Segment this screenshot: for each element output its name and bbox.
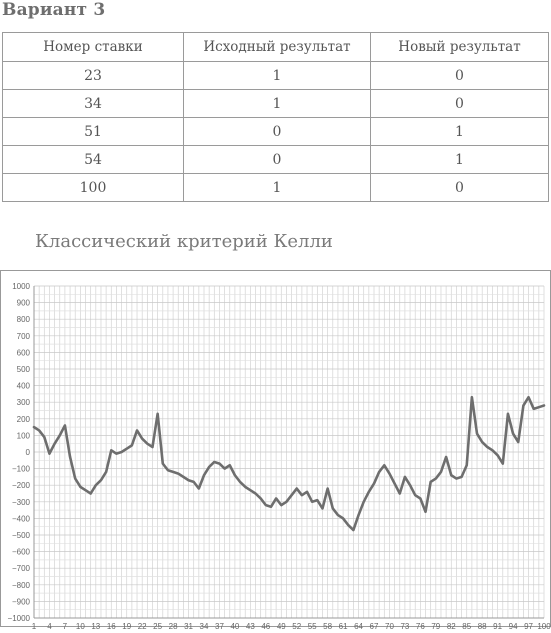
x-tick-label: 28 bbox=[168, 622, 178, 631]
y-tick-label: 0 bbox=[25, 448, 30, 457]
cell-bet-number: 51 bbox=[3, 118, 184, 146]
x-tick-label: 94 bbox=[508, 622, 518, 631]
table-row bbox=[3, 174, 549, 202]
cell-original-result: 0 bbox=[184, 146, 371, 174]
x-tick-label: 79 bbox=[431, 622, 441, 631]
x-tick-label: 100 bbox=[537, 622, 551, 631]
cell-original-result: 1 bbox=[184, 174, 371, 202]
cell-new-result: 0 bbox=[371, 62, 549, 90]
y-tick-label: −500 bbox=[11, 531, 30, 540]
cell-new-result: 0 bbox=[371, 90, 549, 118]
y-tick-label: −900 bbox=[11, 597, 30, 607]
x-tick-label: 91 bbox=[493, 622, 503, 631]
x-tick-label: 1 bbox=[31, 622, 37, 631]
cell-bet-number: 100 bbox=[3, 174, 184, 202]
x-tick-label: 31 bbox=[184, 622, 193, 631]
x-tick-label: 13 bbox=[91, 622, 101, 631]
cell-new-result: 0 bbox=[371, 174, 549, 202]
x-tick-label: 76 bbox=[415, 622, 425, 631]
x-tick-label: 22 bbox=[137, 622, 147, 631]
table-header-row bbox=[3, 33, 549, 62]
x-tick-label: 64 bbox=[354, 622, 363, 631]
x-tick-label: 34 bbox=[199, 622, 209, 631]
kelly-line-chart bbox=[0, 270, 551, 633]
cell-bet-number: 23 bbox=[3, 62, 184, 90]
cell-new-result: 1 bbox=[371, 146, 549, 174]
y-tick-label: −400 bbox=[11, 514, 30, 524]
x-tick-label: 4 bbox=[47, 622, 52, 631]
x-tick-label: 10 bbox=[75, 622, 85, 631]
y-tick-label: −800 bbox=[11, 580, 30, 590]
y-tick-label: 900 bbox=[16, 298, 30, 308]
y-tick-label: −700 bbox=[11, 564, 30, 574]
x-tick-label: 85 bbox=[462, 622, 472, 631]
x-tick-label: 37 bbox=[215, 622, 224, 631]
cell-original-result: 0 bbox=[184, 118, 371, 146]
y-tick-label: 600 bbox=[16, 348, 30, 358]
y-tick-label: −1000 bbox=[7, 614, 30, 623]
x-tick-label: 73 bbox=[400, 622, 410, 631]
x-tick-label: 46 bbox=[261, 622, 271, 631]
variant-heading: Вариант 3 bbox=[2, 0, 106, 20]
x-tick-label: 52 bbox=[292, 622, 302, 631]
chart-title: Классический критерий Келли bbox=[35, 231, 333, 252]
table-row bbox=[3, 146, 549, 174]
y-tick-label: −200 bbox=[11, 481, 30, 491]
x-tick-label: 82 bbox=[446, 622, 456, 631]
y-tick-label: 200 bbox=[16, 414, 30, 424]
x-tick-label: 40 bbox=[230, 622, 240, 631]
x-tick-label: 58 bbox=[323, 622, 333, 631]
y-axis-ticks bbox=[8, 282, 31, 623]
x-tick-label: 16 bbox=[106, 622, 116, 631]
x-tick-label: 49 bbox=[276, 622, 286, 631]
y-tick-label: 400 bbox=[16, 381, 30, 391]
x-tick-label: 97 bbox=[524, 622, 533, 631]
cell-bet-number: 54 bbox=[3, 146, 184, 174]
y-tick-label: 1000 bbox=[12, 282, 30, 291]
x-tick-label: 43 bbox=[245, 622, 255, 631]
cell-bet-number: 34 bbox=[3, 90, 184, 118]
cell-original-result: 1 bbox=[184, 62, 371, 90]
y-tick-label: 300 bbox=[16, 398, 30, 408]
y-tick-label: 500 bbox=[16, 365, 30, 374]
table-row bbox=[3, 90, 549, 118]
x-tick-label: 25 bbox=[153, 622, 163, 631]
x-tick-label: 19 bbox=[122, 622, 132, 631]
y-tick-label: 800 bbox=[16, 315, 30, 325]
x-tick-label: 7 bbox=[62, 622, 68, 631]
table-row bbox=[3, 118, 549, 146]
bets-table bbox=[2, 32, 549, 202]
x-tick-label: 88 bbox=[477, 622, 487, 631]
x-tick-label: 70 bbox=[385, 622, 394, 631]
column-header-original-result: Исходный результат bbox=[184, 33, 371, 62]
y-tick-label: 100 bbox=[16, 431, 30, 441]
cell-original-result: 1 bbox=[184, 90, 371, 118]
x-tick-label: 55 bbox=[307, 622, 317, 631]
cell-new-result: 1 bbox=[371, 118, 549, 146]
x-tick-label: 67 bbox=[369, 622, 379, 631]
y-tick-label: 700 bbox=[16, 331, 30, 341]
y-tick-label: −300 bbox=[11, 497, 30, 507]
column-header-bet-number: Номер ставки bbox=[3, 33, 184, 62]
column-header-new-result: Новый результат bbox=[371, 33, 549, 62]
x-tick-label: 61 bbox=[338, 622, 348, 631]
table-row bbox=[3, 62, 549, 90]
y-tick-label: −600 bbox=[11, 547, 30, 557]
y-tick-label: −100 bbox=[11, 464, 30, 474]
